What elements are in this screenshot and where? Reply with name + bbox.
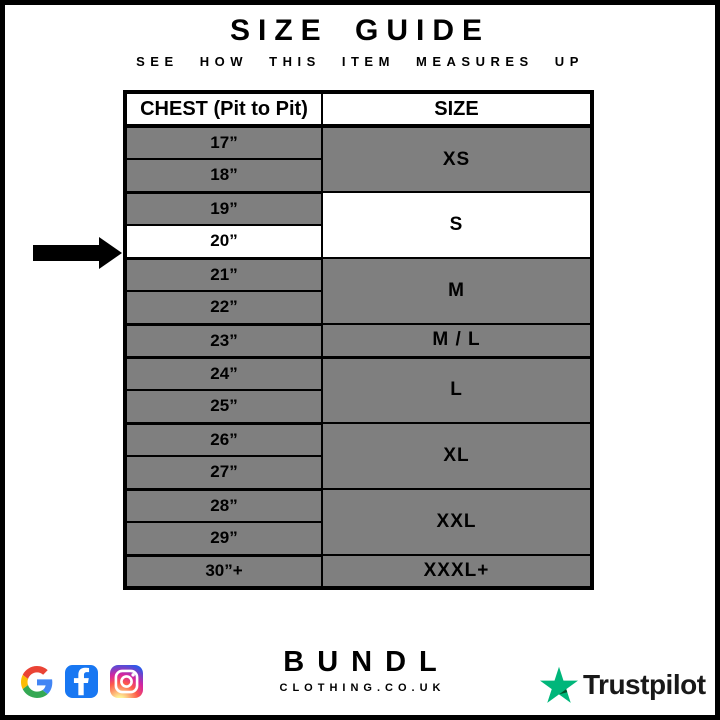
table-row [125,555,592,588]
chest-cell: 23” [125,324,322,357]
size-cell-highlighted: S [322,192,592,258]
size-cell: L [322,357,592,423]
page-title: SIZE GUIDE [229,14,491,47]
table-row [125,489,592,522]
chest-cell: 30”+ [125,555,322,588]
chest-cell: 21” [125,258,322,291]
size-guide-table [123,90,594,590]
chest-cell: 25” [125,390,322,423]
chest-cell: 26” [125,423,322,456]
table-row [125,324,592,357]
size-cell: XL [322,423,592,489]
size-cell: M [322,258,592,324]
table-row [125,126,592,159]
size-cell: XXXL+ [322,555,592,588]
size-cell: XS [322,126,592,192]
chest-cell: 24” [125,357,322,390]
chest-cell: 19” [125,192,322,225]
row-pointer-arrow-icon [33,236,123,270]
chest-cell: 28” [125,489,322,522]
table-header-row [125,92,592,126]
page-subtitle: SEE HOW THIS ITEM MEASURES UP [136,54,584,69]
trustpilot-logo [540,666,706,703]
trustpilot-label: Trustpilot [583,668,706,700]
table-row [125,192,592,225]
chest-cell: 22” [125,291,322,324]
size-cell: M / L [322,324,592,357]
chest-cell: 17” [125,126,322,159]
size-column-header: SIZE [322,92,592,126]
chest-cell: 18” [125,159,322,192]
chest-cell: 27” [125,456,322,489]
table-row [125,357,592,390]
chest-cell-highlighted: 20” [125,225,322,258]
brand-tagline: CLOTHING.CO.UK [279,682,446,694]
brand-name: BUNDL [283,646,450,678]
table-row [125,258,592,291]
trustpilot-star-icon [540,666,578,703]
chest-cell: 29” [125,522,322,555]
size-cell: XXL [322,489,592,555]
table-row [125,423,592,456]
chest-column-header: CHEST (Pit to Pit) [125,92,322,126]
